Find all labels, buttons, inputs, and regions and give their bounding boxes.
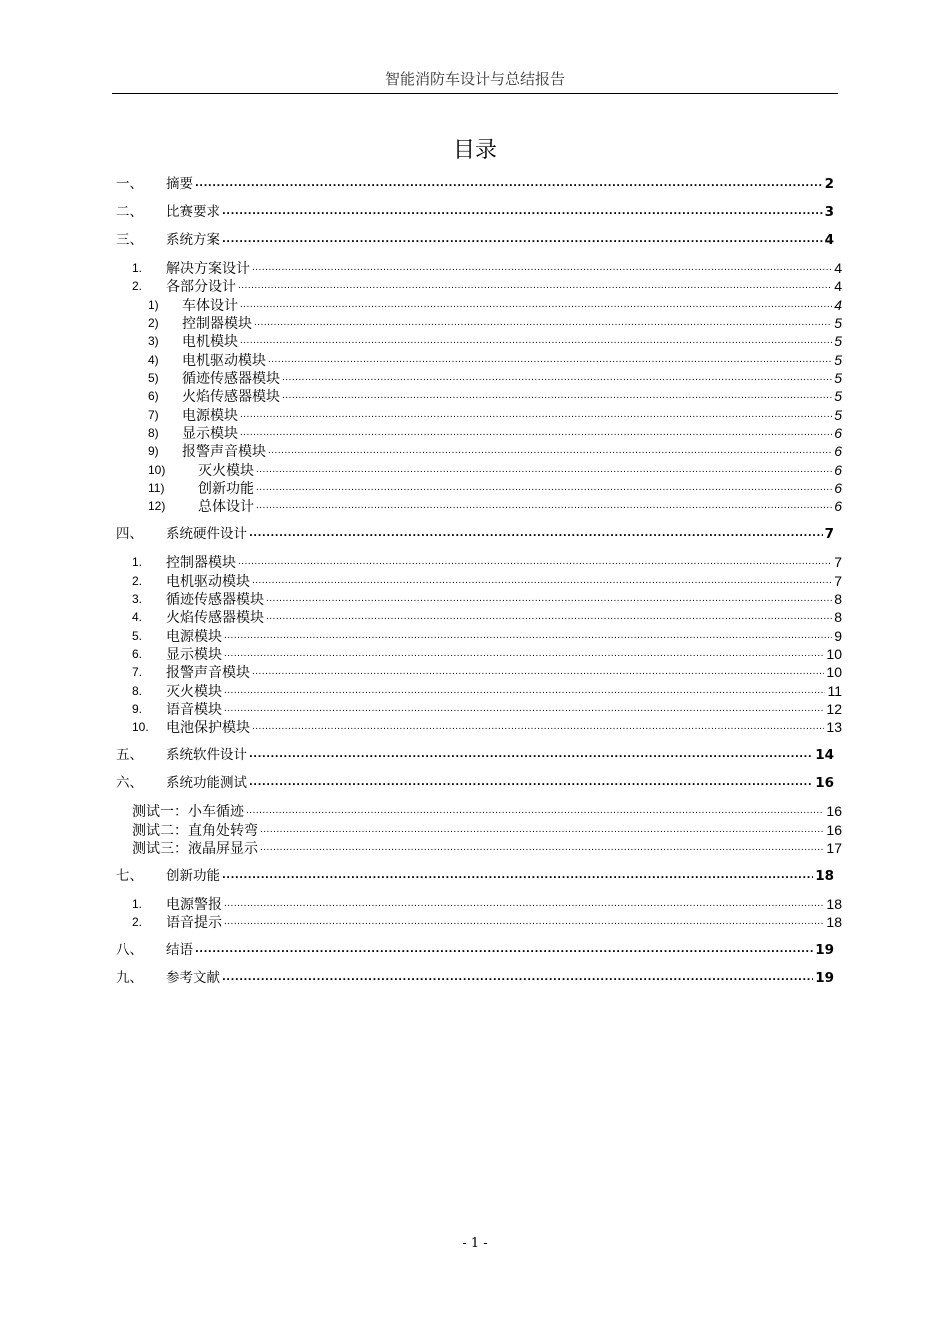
toc-entry[interactable] <box>132 821 842 839</box>
toc-entry-number: 7) <box>148 408 159 422</box>
toc-entry[interactable] <box>132 718 842 736</box>
toc-title: 目录 <box>452 138 497 163</box>
toc-entry[interactable] <box>132 682 842 700</box>
toc-leader-dots <box>249 525 823 543</box>
toc-entry-label: 电机驱动模块 <box>182 352 266 368</box>
toc-leader-dots <box>224 913 824 931</box>
toc-leader-dots <box>240 406 832 424</box>
toc-entry-label: 系统方案 <box>166 232 220 248</box>
toc-entry-label: 创新功能 <box>166 868 220 884</box>
toc-entry-label: 灭火模块 <box>166 683 222 699</box>
toc-entry-number: 3) <box>148 334 159 348</box>
toc-entry-label: 报警声音模块 <box>166 664 250 680</box>
toc-leader-dots <box>252 572 832 590</box>
toc-entry-page: 11 <box>827 683 842 699</box>
toc-leader-dots <box>240 424 832 442</box>
toc-entry[interactable] <box>116 774 834 792</box>
toc-entry-page: 4 <box>834 297 842 313</box>
toc-entry-number: 5) <box>148 371 159 385</box>
toc-entry[interactable] <box>132 627 842 645</box>
toc-entry-page: 3 <box>824 204 834 220</box>
toc-entry[interactable] <box>132 913 842 931</box>
toc-leader-dots <box>268 442 832 460</box>
toc-entry[interactable] <box>116 175 834 193</box>
toc-entry-page: 14 <box>815 747 834 763</box>
toc-leader-dots <box>238 553 832 571</box>
toc-leader-dots <box>222 231 823 249</box>
toc-entry[interactable] <box>116 203 834 221</box>
toc-entry-label: 循迹传感器模块 <box>166 591 264 607</box>
toc-entry[interactable] <box>148 497 842 515</box>
toc-entry-label: 电源模块 <box>182 407 238 423</box>
toc-leader-dots <box>238 277 832 295</box>
toc-entry-label: 电源模块 <box>166 628 222 644</box>
toc-entry-page: 4 <box>834 260 842 276</box>
toc-entry-page: 17 <box>826 840 842 856</box>
toc-entry-page: 12 <box>826 701 842 717</box>
toc-leader-dots <box>266 590 832 608</box>
toc-leader-dots <box>260 839 824 857</box>
toc-leader-dots <box>254 314 832 332</box>
toc-entry-number: 7. <box>132 665 143 679</box>
toc-entry-page: 5 <box>834 315 842 331</box>
toc-entry-page: 10 <box>826 646 842 662</box>
toc-entry-label: 测试三：液晶屏显示 <box>132 840 258 856</box>
toc-leader-dots <box>224 627 832 645</box>
toc-entry-page: 18 <box>815 868 834 884</box>
toc-entry[interactable] <box>116 867 834 885</box>
toc-entry-page: 10 <box>826 664 842 680</box>
toc-entry[interactable] <box>148 332 842 350</box>
toc-entry-number: 10) <box>148 463 166 477</box>
toc-entry-label: 系统软件设计 <box>166 747 247 763</box>
toc-entry[interactable] <box>132 553 842 571</box>
toc-entry-page: 5 <box>834 370 842 386</box>
toc-entry-label: 控制器模块 <box>182 315 252 331</box>
toc-entry[interactable] <box>132 277 842 295</box>
toc-entry-label: 报警声音模块 <box>182 443 266 459</box>
toc-entry-label: 语音提示 <box>166 914 222 930</box>
toc-entry-page: 2 <box>824 176 834 192</box>
toc-entry-page: 7 <box>834 554 842 570</box>
toc-entry-page: 16 <box>815 775 834 791</box>
toc-entry-page: 8 <box>834 591 842 607</box>
toc-entry-number: 12) <box>148 499 166 513</box>
toc-entry[interactable] <box>148 351 842 369</box>
toc-entry[interactable] <box>148 479 842 497</box>
toc-entry[interactable] <box>132 700 842 718</box>
toc-leader-dots <box>268 351 832 369</box>
toc-leader-dots <box>249 774 813 792</box>
toc-entry-number: 6) <box>148 389 159 403</box>
toc-leader-dots <box>240 332 832 350</box>
toc-entry-number: 一、 <box>116 176 143 192</box>
toc-entry-page: 5 <box>834 333 842 349</box>
toc-leader-dots <box>222 203 823 221</box>
toc-entry-label: 系统功能测试 <box>166 775 247 791</box>
toc-leader-dots <box>249 746 813 764</box>
toc-entry[interactable] <box>116 746 834 764</box>
toc-entry[interactable] <box>132 895 842 913</box>
toc-entry-number: 9) <box>148 444 159 458</box>
toc-leader-dots <box>222 969 813 987</box>
toc-entry-label: 语音模块 <box>166 701 222 717</box>
toc-entry-label: 显示模块 <box>166 646 222 662</box>
toc-entry-label: 测试一：小车循迹 <box>132 803 244 819</box>
toc-leader-dots <box>252 718 824 736</box>
toc-leader-dots <box>224 645 824 663</box>
toc-entry-label: 车体设计 <box>182 297 238 313</box>
toc-entry-page: 13 <box>826 719 842 735</box>
toc-entry-page: 6 <box>834 498 842 514</box>
toc-entry-number: 3. <box>132 592 143 606</box>
toc-entry-number: 八、 <box>116 942 143 958</box>
toc-leader-dots <box>282 387 832 405</box>
toc-entry-label: 参考文献 <box>166 970 220 986</box>
toc-leader-dots <box>224 895 824 913</box>
toc-entry-number: 8. <box>132 684 143 698</box>
toc-entry[interactable] <box>148 461 842 479</box>
toc-leader-dots <box>224 682 825 700</box>
toc-entry-label: 解决方案设计 <box>166 260 250 276</box>
toc-entry[interactable] <box>132 802 842 820</box>
toc-entry-page: 19 <box>815 970 834 986</box>
toc-entry-number: 四、 <box>116 526 143 542</box>
toc-entry-page: 19 <box>815 942 834 958</box>
toc-entry-number: 2) <box>148 316 159 330</box>
toc-entry-label: 循迹传感器模块 <box>182 370 280 386</box>
toc-entry-page: 9 <box>834 628 842 644</box>
page-number: - 1 - <box>462 1236 488 1251</box>
toc-entry-page: 7 <box>824 526 834 542</box>
toc-entry-number: 九、 <box>116 970 143 986</box>
toc-entry-page: 4 <box>834 278 842 294</box>
toc-entry-page: 5 <box>834 352 842 368</box>
toc-entry-number: 2. <box>132 279 143 293</box>
toc-entry[interactable] <box>116 941 834 959</box>
toc-entry-page: 16 <box>826 803 842 819</box>
page-footer <box>0 1236 950 1251</box>
toc-entry[interactable] <box>132 663 842 681</box>
toc-entry[interactable] <box>148 296 842 314</box>
toc-entry[interactable] <box>116 231 834 249</box>
toc-entry-label: 摘要 <box>166 176 193 192</box>
toc-leader-dots <box>195 941 813 959</box>
toc-entry[interactable] <box>148 314 842 332</box>
toc-entry[interactable] <box>132 839 842 857</box>
toc-entry[interactable] <box>148 424 842 442</box>
toc-entry-page: 5 <box>834 407 842 423</box>
toc-entry[interactable] <box>132 645 842 663</box>
toc-leader-dots <box>252 259 832 277</box>
toc-entry-label: 比赛要求 <box>166 204 220 220</box>
toc-entry-number: 2. <box>132 574 143 588</box>
toc-entry-page: 5 <box>834 388 842 404</box>
toc-entry-number: 三、 <box>116 232 143 248</box>
toc-entry-page: 18 <box>826 896 842 912</box>
toc-entry-number: 1. <box>132 261 143 275</box>
toc-entry[interactable] <box>132 572 842 590</box>
toc-entry-number: 五、 <box>116 747 143 763</box>
toc-entry-page: 18 <box>826 914 842 930</box>
toc-entry-label: 总体设计 <box>198 498 254 514</box>
toc-entry-number: 1. <box>132 897 143 911</box>
toc-entry-label: 显示模块 <box>182 425 238 441</box>
toc-entry-page: 4 <box>824 232 834 248</box>
toc-entry-number: 8) <box>148 426 159 440</box>
toc-leader-dots <box>222 867 813 885</box>
toc-leader-dots <box>260 821 824 839</box>
toc-entry-label: 电源警报 <box>166 896 222 912</box>
toc-entry-label: 系统硬件设计 <box>166 526 247 542</box>
toc-entry[interactable] <box>132 608 842 626</box>
toc-entry-page: 16 <box>826 822 842 838</box>
toc-entry[interactable] <box>148 406 842 424</box>
toc-entry-label: 火焰传感器模块 <box>182 388 280 404</box>
toc-leader-dots <box>282 369 832 387</box>
toc-leader-dots <box>195 175 823 193</box>
toc-entry-label: 各部分设计 <box>166 278 236 294</box>
toc-entry-label: 电池保护模块 <box>166 719 250 735</box>
toc-entry-page: 7 <box>834 573 842 589</box>
toc-entry-label: 结语 <box>166 942 193 958</box>
toc-entry[interactable] <box>116 525 834 543</box>
toc-leader-dots <box>252 663 824 681</box>
toc-entry-page: 8 <box>834 609 842 625</box>
toc-entry-label: 控制器模块 <box>166 554 236 570</box>
toc-entry-label: 火焰传感器模块 <box>166 609 264 625</box>
toc-entry[interactable] <box>116 969 834 987</box>
toc-entry-page: 6 <box>834 425 842 441</box>
toc-leader-dots <box>240 296 832 314</box>
toc-entry-page: 6 <box>834 443 842 459</box>
toc-entry[interactable] <box>148 442 842 460</box>
toc-entry[interactable] <box>132 259 842 277</box>
toc-entry-page: 6 <box>834 480 842 496</box>
toc-entry[interactable] <box>132 590 842 608</box>
toc-leader-dots <box>256 461 832 479</box>
toc-entry-number: 六、 <box>116 775 143 791</box>
toc-leader-dots <box>256 479 832 497</box>
toc-leader-dots <box>266 608 832 626</box>
toc-leader-dots <box>256 497 832 515</box>
toc-entry[interactable] <box>148 387 842 405</box>
toc-entry-number: 11) <box>148 481 165 495</box>
toc-entry-label: 电机驱动模块 <box>166 573 250 589</box>
toc-leader-dots <box>246 802 824 820</box>
toc-entry-number: 6. <box>132 647 143 661</box>
toc-entry[interactable] <box>148 369 842 387</box>
toc-entry-number: 5. <box>132 629 143 643</box>
toc-entry-number: 4. <box>132 610 143 624</box>
toc-entry-number: 9. <box>132 702 143 716</box>
toc-entry-number: 1) <box>148 298 159 312</box>
toc-entry-number: 2. <box>132 915 143 929</box>
toc-leader-dots <box>224 700 824 718</box>
toc-entry-label: 电机模块 <box>182 333 238 349</box>
toc-entry-number: 二、 <box>116 204 143 220</box>
page-header <box>112 68 838 94</box>
toc-entry-page: 6 <box>834 462 842 478</box>
toc-entry-label: 测试二：直角处转弯 <box>132 822 258 838</box>
header-title: 智能消防车设计与总结报告 <box>384 70 565 88</box>
toc-entry-number: 10. <box>132 720 149 734</box>
toc-entry-number: 4) <box>148 353 159 367</box>
toc-entry-number: 1. <box>132 555 143 569</box>
toc-entry-label: 灭火模块 <box>198 462 254 478</box>
toc-entry-label: 创新功能 <box>198 480 254 496</box>
toc-entry-number: 七、 <box>116 868 143 884</box>
